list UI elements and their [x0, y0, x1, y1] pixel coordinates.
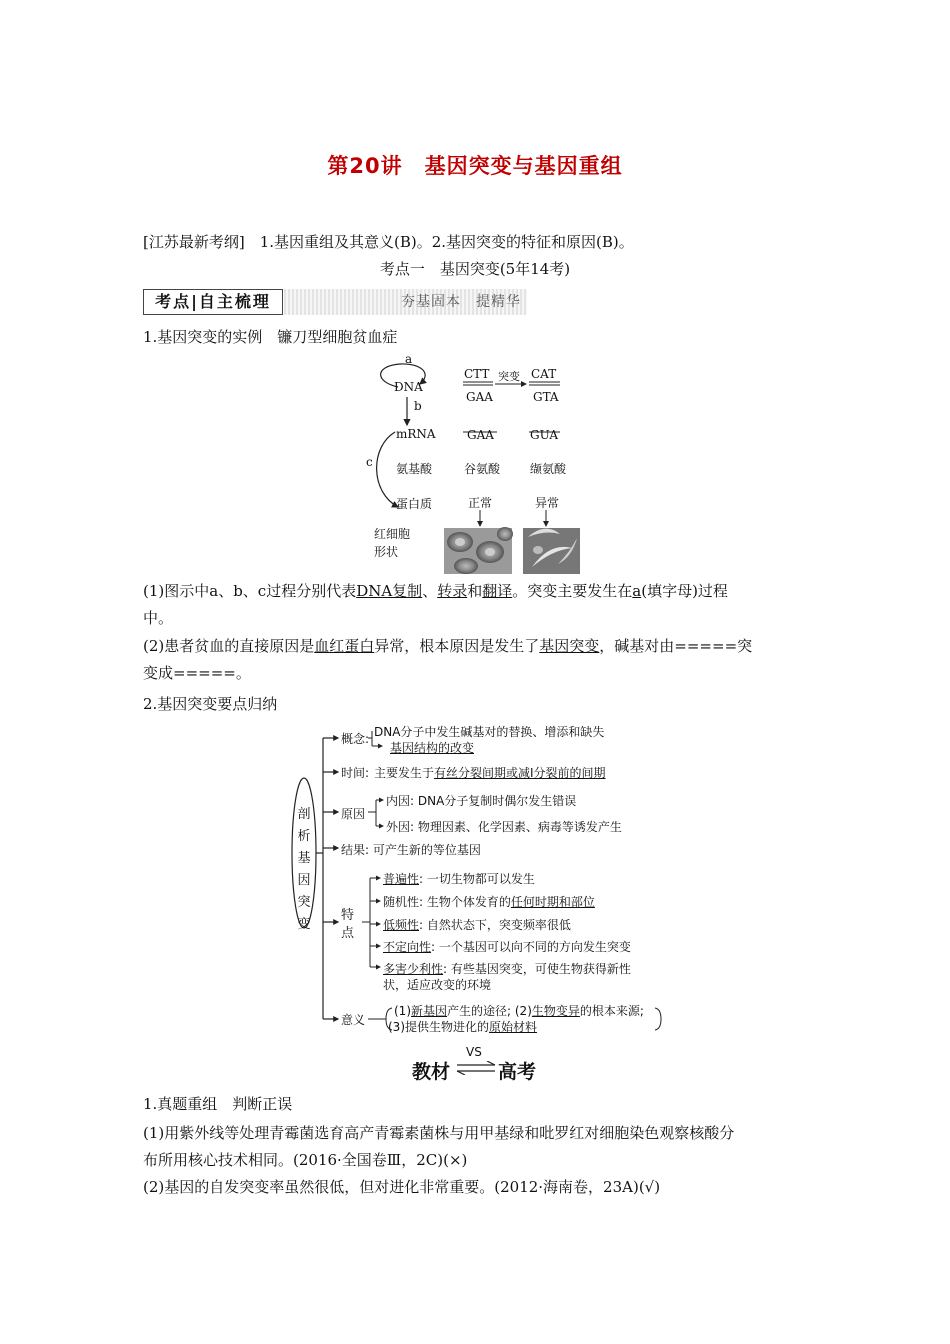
- feature-1-key: 普遍性: [383, 872, 420, 886]
- vs-label: VS: [466, 1045, 482, 1059]
- q1-text-4: 。突变主要发生在: [512, 582, 633, 600]
- exam-question-2: (2)基因的自发突变率虽然很低，但对进化非常重要。(2012·海南卷，23A)(√): [143, 1178, 661, 1196]
- q1-answer-3: 翻译: [482, 582, 513, 600]
- feature-4-text: : 一个基因可以向不同的方向发生突变: [431, 940, 631, 954]
- feature-1: [383, 870, 535, 887]
- label-shape: 形状: [374, 545, 399, 559]
- center-char-3: 基: [297, 851, 311, 866]
- exam-question-1-line1: (1)用紫外线等处理青霉菌选育高产青霉素菌株与用甲基绿和吡罗红对细胞染色观察核酸分: [143, 1124, 735, 1142]
- q2-text-1: (2)患者贫血的直接原因是: [143, 637, 315, 655]
- label-mutation: 突变: [498, 370, 520, 383]
- label-protein: 蛋白质: [396, 497, 433, 511]
- q1-text-1: (1)图示中a、b、c过程分别代表: [143, 582, 357, 600]
- time-label: 时间:: [341, 766, 370, 780]
- q2-text-2: 异常，根本原因是发生了: [374, 637, 540, 655]
- cause-external: 外因: 物理因素、化学因素、病毒等诱发产生: [386, 820, 622, 834]
- label-cat: CAT: [531, 367, 557, 381]
- label-gta: GTA: [533, 390, 559, 404]
- vs-left: 教材: [412, 1061, 451, 1083]
- vs-right: 高考: [498, 1061, 537, 1083]
- q1-answer-1: DNA复制: [356, 582, 423, 600]
- feature-3-key: 低频性: [383, 918, 420, 932]
- meaning-answer-3: 原始材料: [489, 1020, 538, 1034]
- feature-2-answer: 任何时期和部位: [510, 895, 595, 909]
- q1-answer-2: 转录: [437, 582, 468, 600]
- label-a: a: [405, 352, 413, 366]
- result-text: 结果: 可产生新的等位基因: [341, 843, 481, 857]
- normal-red-blood-cells-image: [444, 527, 513, 574]
- concept-text-1: DNA分子中发生碱基对的替换、增添和缺失: [374, 725, 605, 739]
- kaodian-heading: 考点一 基因突变(5年14考): [379, 260, 571, 278]
- sickle-cells-image: [523, 528, 580, 574]
- label-gaa-1: GAA: [466, 390, 493, 404]
- vs-arrows-icon: [455, 1061, 497, 1075]
- meaning-text-3: 的根本来源;: [579, 1004, 644, 1018]
- q2-answer-1: 血红蛋白: [314, 637, 375, 655]
- feature-char-1: 特: [341, 908, 355, 923]
- translation-arrow: [377, 432, 398, 507]
- question-1-line2: 中。: [143, 609, 174, 627]
- time-answer: 有丝分裂间期或减Ⅰ分裂前的间期: [434, 766, 606, 780]
- time-text: [374, 764, 606, 781]
- feature-4: [383, 938, 631, 955]
- feature-4-key: 不定向性: [383, 940, 432, 954]
- section-2-title: 2.基因突变要点归纳: [143, 695, 278, 713]
- center-char-2: 析: [297, 829, 311, 844]
- feature-5: [383, 960, 631, 977]
- label-gaa-2: GAA: [467, 428, 494, 442]
- section-banner-right: 夯基固本 提精华: [284, 289, 527, 315]
- section-banner-left: 考点|自主梳理: [143, 289, 283, 315]
- feature-label: [341, 907, 357, 943]
- question-2-line1: [143, 633, 752, 659]
- label-ctt: CTT: [464, 367, 490, 381]
- section-3-title: 1.真题重组 判断正误: [143, 1095, 293, 1113]
- syllabus: [江苏最新考纲] 1.基因重组及其意义(B)。2.基因突变的特征和原因(B)。: [143, 233, 634, 251]
- label-gua: GUA: [530, 428, 558, 442]
- q1-text-3: 和: [467, 582, 483, 600]
- label-normal: 正常: [468, 496, 493, 510]
- question-2-line2: 变成=====。: [143, 664, 251, 682]
- meaning-answer-2: 生物变异: [531, 1004, 580, 1018]
- cause-label: 原因: [341, 807, 366, 821]
- center-char-4: 因: [297, 873, 311, 888]
- center-char-6: 变: [297, 917, 311, 932]
- feature-5-key: 多害少利性: [383, 962, 444, 976]
- concept-label: 概念:: [341, 732, 370, 746]
- time-text-main: 主要发生于: [374, 766, 435, 780]
- feature-3: [383, 916, 571, 933]
- question-1-line1: [143, 578, 728, 604]
- label-valine: 缬氨酸: [530, 462, 567, 476]
- cause-internal: 内因: DNA分子复制时偶尔发生错误: [386, 794, 577, 808]
- label-abnormal: 异常: [535, 496, 560, 510]
- meaning-line2: [388, 1018, 537, 1035]
- q2-text-3: ，碱基对由=====突: [599, 637, 753, 655]
- feature-2-text: : 生物个体发育的: [419, 895, 511, 909]
- label-c: c: [366, 455, 373, 469]
- q1-answer-4: a: [632, 582, 642, 600]
- center-char-1: 剖: [297, 807, 311, 822]
- feature-char-2: 点: [341, 926, 355, 941]
- feature-2-key: 随机性: [383, 895, 420, 909]
- label-glutamic-acid: 谷氨酸: [464, 462, 501, 476]
- feature-5-text: : 有些基因突变，可使生物获得新性: [443, 962, 631, 976]
- meaning-text-4: (3)提供生物进化的: [388, 1020, 489, 1034]
- section-1-title: 1.基因突变的实例 镰刀型细胞贫血症: [143, 328, 398, 346]
- feature-2: [383, 893, 595, 910]
- page-title: 第20讲 基因突变与基因重组: [327, 154, 623, 178]
- feature-3-text: : 自然状态下，突变频率很低: [419, 918, 571, 932]
- meaning-text-1: (1): [394, 1004, 411, 1018]
- label-dna: DNA: [394, 380, 423, 394]
- meaning-label: 意义: [341, 1013, 366, 1027]
- concept-text-2: 基因结构的改变: [390, 741, 475, 755]
- q1-text-2: 、: [422, 582, 438, 600]
- feature-1-text: : 一切生物都可以发生: [419, 872, 535, 886]
- label-b: b: [414, 399, 422, 413]
- q1-text-5: (填字母)过程: [641, 582, 728, 600]
- label-rbc: 红细胞: [374, 527, 411, 541]
- meaning-text-2: 产生的途径; (2): [447, 1004, 532, 1018]
- feature-5-line2: 状，适应改变的环境: [383, 978, 492, 992]
- label-amino-acid: 氨基酸: [396, 462, 433, 476]
- exam-question-1-line2: 布所用核心技术相同。(2016·全国卷Ⅲ，2C)(×): [143, 1151, 468, 1169]
- meaning-answer-1: 新基因: [411, 1004, 448, 1018]
- meaning-line1: [394, 1002, 644, 1019]
- center-char-5: 突: [297, 895, 311, 910]
- mindmap-center: [294, 804, 314, 936]
- label-mrna: mRNA: [396, 427, 436, 441]
- q2-answer-2: 基因突变: [539, 637, 600, 655]
